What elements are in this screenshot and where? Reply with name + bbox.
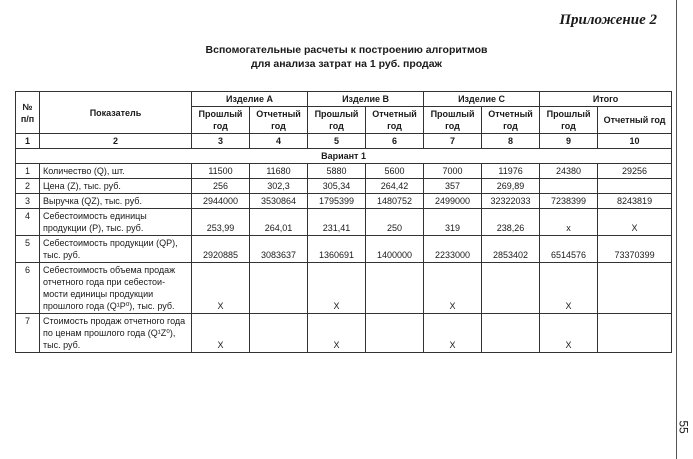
row-value: 256 bbox=[192, 179, 250, 194]
col-number: 4 bbox=[250, 134, 308, 149]
table-row bbox=[16, 194, 672, 209]
col-number: 2 bbox=[40, 134, 192, 149]
row-value: 24380 bbox=[540, 164, 598, 179]
row-value: 2853402 bbox=[482, 236, 540, 263]
table-row bbox=[16, 314, 672, 353]
row-value: X bbox=[598, 209, 672, 236]
title-line-2: для анализа затрат на 1 руб. продаж bbox=[250, 58, 442, 70]
row-value: X bbox=[308, 314, 366, 353]
row-value: 264,42 bbox=[366, 179, 424, 194]
col-number: 6 bbox=[366, 134, 424, 149]
appendix-label: Приложение 2 bbox=[559, 12, 657, 28]
row-label: Стоимость продаж отчетного года по ценам прошлого года (Q¹Z⁰), тыс. руб. bbox=[40, 314, 192, 353]
variant-label: Вариант 1 bbox=[16, 149, 672, 164]
header-indicator: Показатель bbox=[40, 92, 192, 134]
header-prev: Прошлый год bbox=[540, 107, 598, 134]
row-number: 6 bbox=[16, 263, 40, 314]
header-prev: Прошлый год bbox=[424, 107, 482, 134]
row-value bbox=[482, 314, 540, 353]
row-number: 2 bbox=[16, 179, 40, 194]
header-group-a: Изделие А bbox=[192, 92, 308, 107]
row-value bbox=[540, 179, 598, 194]
header-group-total: Итого bbox=[540, 92, 672, 107]
row-value: 269,89 bbox=[482, 179, 540, 194]
header-group-c: Изделие С bbox=[424, 92, 540, 107]
row-value: 319 bbox=[424, 209, 482, 236]
row-value: 264,01 bbox=[250, 209, 308, 236]
row-value: 1480752 bbox=[366, 194, 424, 209]
header-curr: Отчетный год bbox=[250, 107, 308, 134]
row-value: 250 bbox=[366, 209, 424, 236]
row-value: 32322033 bbox=[482, 194, 540, 209]
row-value: 5600 bbox=[366, 164, 424, 179]
col-number: 8 bbox=[482, 134, 540, 149]
row-value: 1360691 bbox=[308, 236, 366, 263]
row-label: Себестоимость объема продаж отчетного года при себестои-мости единицы продукции прошлого года (Q¹P⁰), тыс. руб. bbox=[40, 263, 192, 314]
row-value: 29256 bbox=[598, 164, 672, 179]
table-row bbox=[16, 179, 672, 194]
table-row bbox=[16, 209, 672, 236]
row-number: 7 bbox=[16, 314, 40, 353]
table-row bbox=[16, 236, 672, 263]
row-value: 6514576 bbox=[540, 236, 598, 263]
page-number: 55 bbox=[676, 420, 691, 434]
row-value: 305,34 bbox=[308, 179, 366, 194]
row-value: x bbox=[540, 209, 598, 236]
row-value: 2233000 bbox=[424, 236, 482, 263]
row-value: 253,99 bbox=[192, 209, 250, 236]
row-value: X bbox=[540, 263, 598, 314]
header-curr: Отчетный год bbox=[598, 107, 672, 134]
row-value: 1795399 bbox=[308, 194, 366, 209]
row-value: 3530864 bbox=[250, 194, 308, 209]
row-value: 2944000 bbox=[192, 194, 250, 209]
header-prev: Прошлый год bbox=[308, 107, 366, 134]
header-curr: Отчетный год bbox=[482, 107, 540, 134]
row-value: X bbox=[308, 263, 366, 314]
row-value bbox=[250, 263, 308, 314]
row-value: 7000 bbox=[424, 164, 482, 179]
row-value: 7238399 bbox=[540, 194, 598, 209]
row-value: 73370399 bbox=[598, 236, 672, 263]
column-number-row bbox=[16, 134, 672, 149]
row-value bbox=[482, 263, 540, 314]
col-number: 1 bbox=[16, 134, 40, 149]
row-value: 11500 bbox=[192, 164, 250, 179]
row-value: 302,3 bbox=[250, 179, 308, 194]
variant-row bbox=[16, 149, 672, 164]
row-label: Количество (Q), шт. bbox=[40, 164, 192, 179]
title-line-1: Вспомогательные расчеты к построению алгоритмов bbox=[205, 44, 488, 56]
row-value: 8243819 bbox=[598, 194, 672, 209]
col-number: 3 bbox=[192, 134, 250, 149]
row-value: 1400000 bbox=[366, 236, 424, 263]
row-number: 4 bbox=[16, 209, 40, 236]
header-num: № п/п bbox=[16, 92, 40, 134]
row-label: Выручка (QZ), тыс. руб. bbox=[40, 194, 192, 209]
row-value: 11976 bbox=[482, 164, 540, 179]
header-group-b: Изделие В bbox=[308, 92, 424, 107]
table-title bbox=[0, 43, 693, 71]
row-value: 11680 bbox=[250, 164, 308, 179]
row-label: Себестоимость продукции (QP), тыс. руб. bbox=[40, 236, 192, 263]
row-value: X bbox=[424, 263, 482, 314]
row-label: Себестоимость единицы продукции (P), тыс. руб. bbox=[40, 209, 192, 236]
row-number: 1 bbox=[16, 164, 40, 179]
header-prev: Прошлый год bbox=[192, 107, 250, 134]
row-value: 231,41 bbox=[308, 209, 366, 236]
row-value bbox=[250, 314, 308, 353]
table-row bbox=[16, 164, 672, 179]
row-value bbox=[366, 263, 424, 314]
row-value: 2920885 bbox=[192, 236, 250, 263]
row-number: 3 bbox=[16, 194, 40, 209]
calculation-table bbox=[15, 91, 672, 353]
col-number: 5 bbox=[308, 134, 366, 149]
row-value: X bbox=[192, 263, 250, 314]
header-curr: Отчетный год bbox=[366, 107, 424, 134]
row-value: X bbox=[424, 314, 482, 353]
row-value: 2499000 bbox=[424, 194, 482, 209]
row-value: 5880 bbox=[308, 164, 366, 179]
row-value: 357 bbox=[424, 179, 482, 194]
row-value bbox=[598, 179, 672, 194]
col-number: 10 bbox=[598, 134, 672, 149]
row-value bbox=[598, 314, 672, 353]
row-value: X bbox=[192, 314, 250, 353]
table-row bbox=[16, 263, 672, 314]
row-label: Цена (Z), тыс. руб. bbox=[40, 179, 192, 194]
row-number: 5 bbox=[16, 236, 40, 263]
row-value bbox=[366, 314, 424, 353]
row-value: 238,26 bbox=[482, 209, 540, 236]
row-value: 3083637 bbox=[250, 236, 308, 263]
row-value: X bbox=[540, 314, 598, 353]
col-number: 9 bbox=[540, 134, 598, 149]
row-value bbox=[598, 263, 672, 314]
col-number: 7 bbox=[424, 134, 482, 149]
